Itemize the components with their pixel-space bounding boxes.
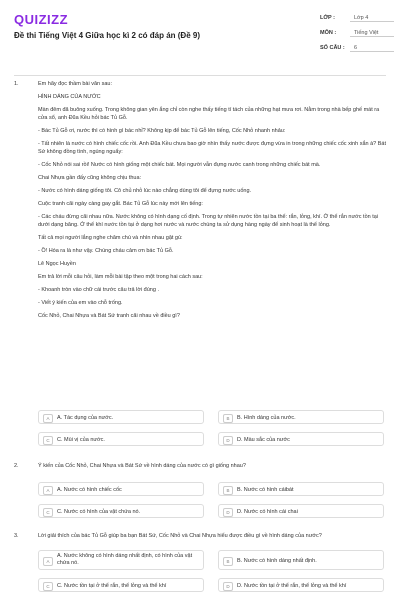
option-letter: C — [43, 582, 53, 591]
answer-option[interactable] — [38, 550, 204, 570]
answer-option[interactable] — [38, 432, 204, 446]
paragraph: Em trả lời mỗi câu hỏi, làm mỗi bài tập theo một trong hai cách sau: — [38, 274, 203, 280]
option-text: A. Tác dụng của nước. — [57, 414, 114, 421]
question-prompt: Cốc Nhỏ, Chai Nhựa và Bát Sứ tranh cãi nhau về điều gì? — [38, 313, 180, 319]
paragraph: Cuộc tranh cãi ngày càng gay gắt. Bác Tủ Gỗ lúc này mới lên tiếng: — [38, 201, 203, 207]
option-text: C. Mùi vị của nước. — [57, 436, 105, 443]
option-letter: B — [223, 557, 233, 566]
question-prompt: Ý kiến của Cốc Nhỏ, Chai Nhựa và Bát Sứ về hình dáng của nước có gì giống nhau? — [38, 463, 246, 469]
option-text: A. Nước không có hình dáng nhất định, có hình của vật chứa nó. — [57, 553, 193, 566]
option-letter: C — [43, 508, 53, 517]
page-title: Đề thi Tiếng Việt 4 Giữa học kì 2 có đáp án (Đề 9) — [14, 31, 200, 40]
question-body — [38, 80, 386, 325]
question-number: 2. — [14, 463, 19, 469]
paragraph: Lê Ngọc Huyền — [38, 261, 76, 267]
option-letter: D — [223, 436, 233, 445]
paragraph: Em hãy đọc thầm bài văn sau: — [38, 81, 112, 87]
paragraph: - Các cháu đừng cãi nhau nữa. Nước không có hình dạng cố định. Trong tự nhiên nước tồn tại ba thể: rắn, lỏng, khí. Ở thể rắn nước tồn tại dưới dạng băng. Ở thể khí nước tồn tại ở dạng hơi nước và nước chúng ta sử dụng hàng ngày để sinh hoạt là thể lỏng. — [38, 214, 379, 228]
meta-label: SỐ CÂU : — [320, 45, 345, 51]
question-number: 1. — [14, 81, 19, 87]
meta-count — [320, 45, 394, 52]
answer-option[interactable] — [218, 578, 384, 592]
paragraph: Màn đêm đã buông xuống. Trong không gian yên ắng chỉ còn nghe thấy tiếng tí tách của những hạt mưa rơi. Nằm trong nhà bếp ghế mát ra cửa sổ, anh Đũa Kều hỏi bác Tủ Gỗ. — [38, 107, 380, 121]
question-body — [38, 462, 386, 475]
option-letter: B — [223, 414, 233, 423]
question-prompt: Lời giải thích của bác Tủ Gỗ giúp ba bạn Bát Sứ, Cốc Nhỏ và Chai Nhựa hiểu được điều gì về hình dáng của nước? — [38, 533, 322, 539]
option-text: A. Nước có hình chiếc cốc — [57, 486, 122, 493]
option-letter: B — [223, 486, 233, 495]
option-text: C. Nước có hình của vật chứa nó. — [57, 508, 141, 515]
question-body — [38, 532, 386, 545]
option-letter: D — [223, 508, 233, 517]
paragraph: - Nước có hình dáng giống tôi. Cô chủ nhỏ lúc nào chẳng dùng tôi để đựng nước uống. — [38, 188, 252, 194]
option-text: B. Hình dáng của nước. — [237, 414, 296, 421]
option-letter: C — [43, 436, 53, 445]
answer-option[interactable] — [218, 432, 384, 446]
answer-option[interactable] — [38, 504, 204, 518]
paragraph: - Ồ! Hóa ra là như vậy. Chúng cháu cảm ơn bác Tủ Gỗ. — [38, 248, 174, 254]
question-number: 3. — [14, 533, 19, 539]
paragraph: Chai Nhựa gần đấy cũng không chịu thua: — [38, 175, 142, 181]
paragraph: - Tất nhiên là nước có hình chiếc cốc rồi. Anh Đũa Kều chưa bao giờ nhìn thấy nước được đựng vừa in trong những chiếc cốc xinh xắn à? Bát Sứ không đồng tình, ngúng nguẩy: — [38, 141, 386, 155]
paragraph: - Bác Tủ Gỗ ơi, nước thì có hình gì bác nhỉ? Không kịp để bác Tủ Gỗ lên tiếng, Cốc Nhỏ nhanh nhảu: — [38, 128, 286, 134]
meta-label: LỚP : — [320, 15, 335, 21]
paragraph: Tất cả mọi người lắng nghe chăm chú và nhìn nhau gật gù: — [38, 235, 183, 241]
answer-option[interactable] — [38, 578, 204, 592]
option-text: D. Màu sắc của nước — [237, 436, 290, 443]
option-letter: A — [43, 486, 53, 495]
answer-option[interactable] — [218, 504, 384, 518]
option-text: D. Nước tồn tại ở thể rắn, thể lỏng và thể khí — [237, 582, 347, 589]
option-text: B. Nước có hình cáibát — [237, 486, 294, 493]
paragraph: HÌNH DÁNG CỦA NƯỚC — [38, 94, 101, 100]
meta-value: 6 — [350, 45, 394, 52]
option-text: B. Nước có hình dáng nhất định. — [237, 557, 317, 564]
paragraph: - Khoanh tròn vào chữ cái trước câu trả lời đúng . — [38, 287, 159, 293]
header — [0, 0, 400, 60]
option-text: D. Nước có hình cái chai — [237, 508, 298, 515]
meta-subject — [320, 30, 394, 37]
meta-value: Lớp 4 — [350, 15, 394, 22]
meta-value: Tiếng Việt — [350, 30, 394, 37]
option-text: C. Nước tồn tại ở thể rắn, thể lỏng và thể khí — [57, 582, 167, 589]
paragraph: - Viết ý kiến của em vào chỗ trống. — [38, 300, 123, 306]
answer-option[interactable] — [38, 410, 204, 424]
option-letter: A — [43, 557, 53, 566]
option-letter: A — [43, 414, 53, 423]
answer-option[interactable] — [218, 482, 384, 496]
meta-label: MÔN : — [320, 30, 337, 36]
quizizz-logo: QUIZIZZ — [14, 12, 69, 27]
answer-option[interactable] — [38, 482, 204, 496]
divider — [14, 75, 386, 76]
answer-option[interactable] — [218, 410, 384, 424]
meta-grade — [320, 15, 394, 22]
option-letter: D — [223, 582, 233, 591]
answer-option[interactable] — [218, 550, 384, 570]
paragraph: - Cốc Nhỏ nói sai rồi! Nước có hình giống một chiếc bát. Mọi người vẫn đựng nước canh trong những chiếc bát mà. — [38, 162, 321, 168]
